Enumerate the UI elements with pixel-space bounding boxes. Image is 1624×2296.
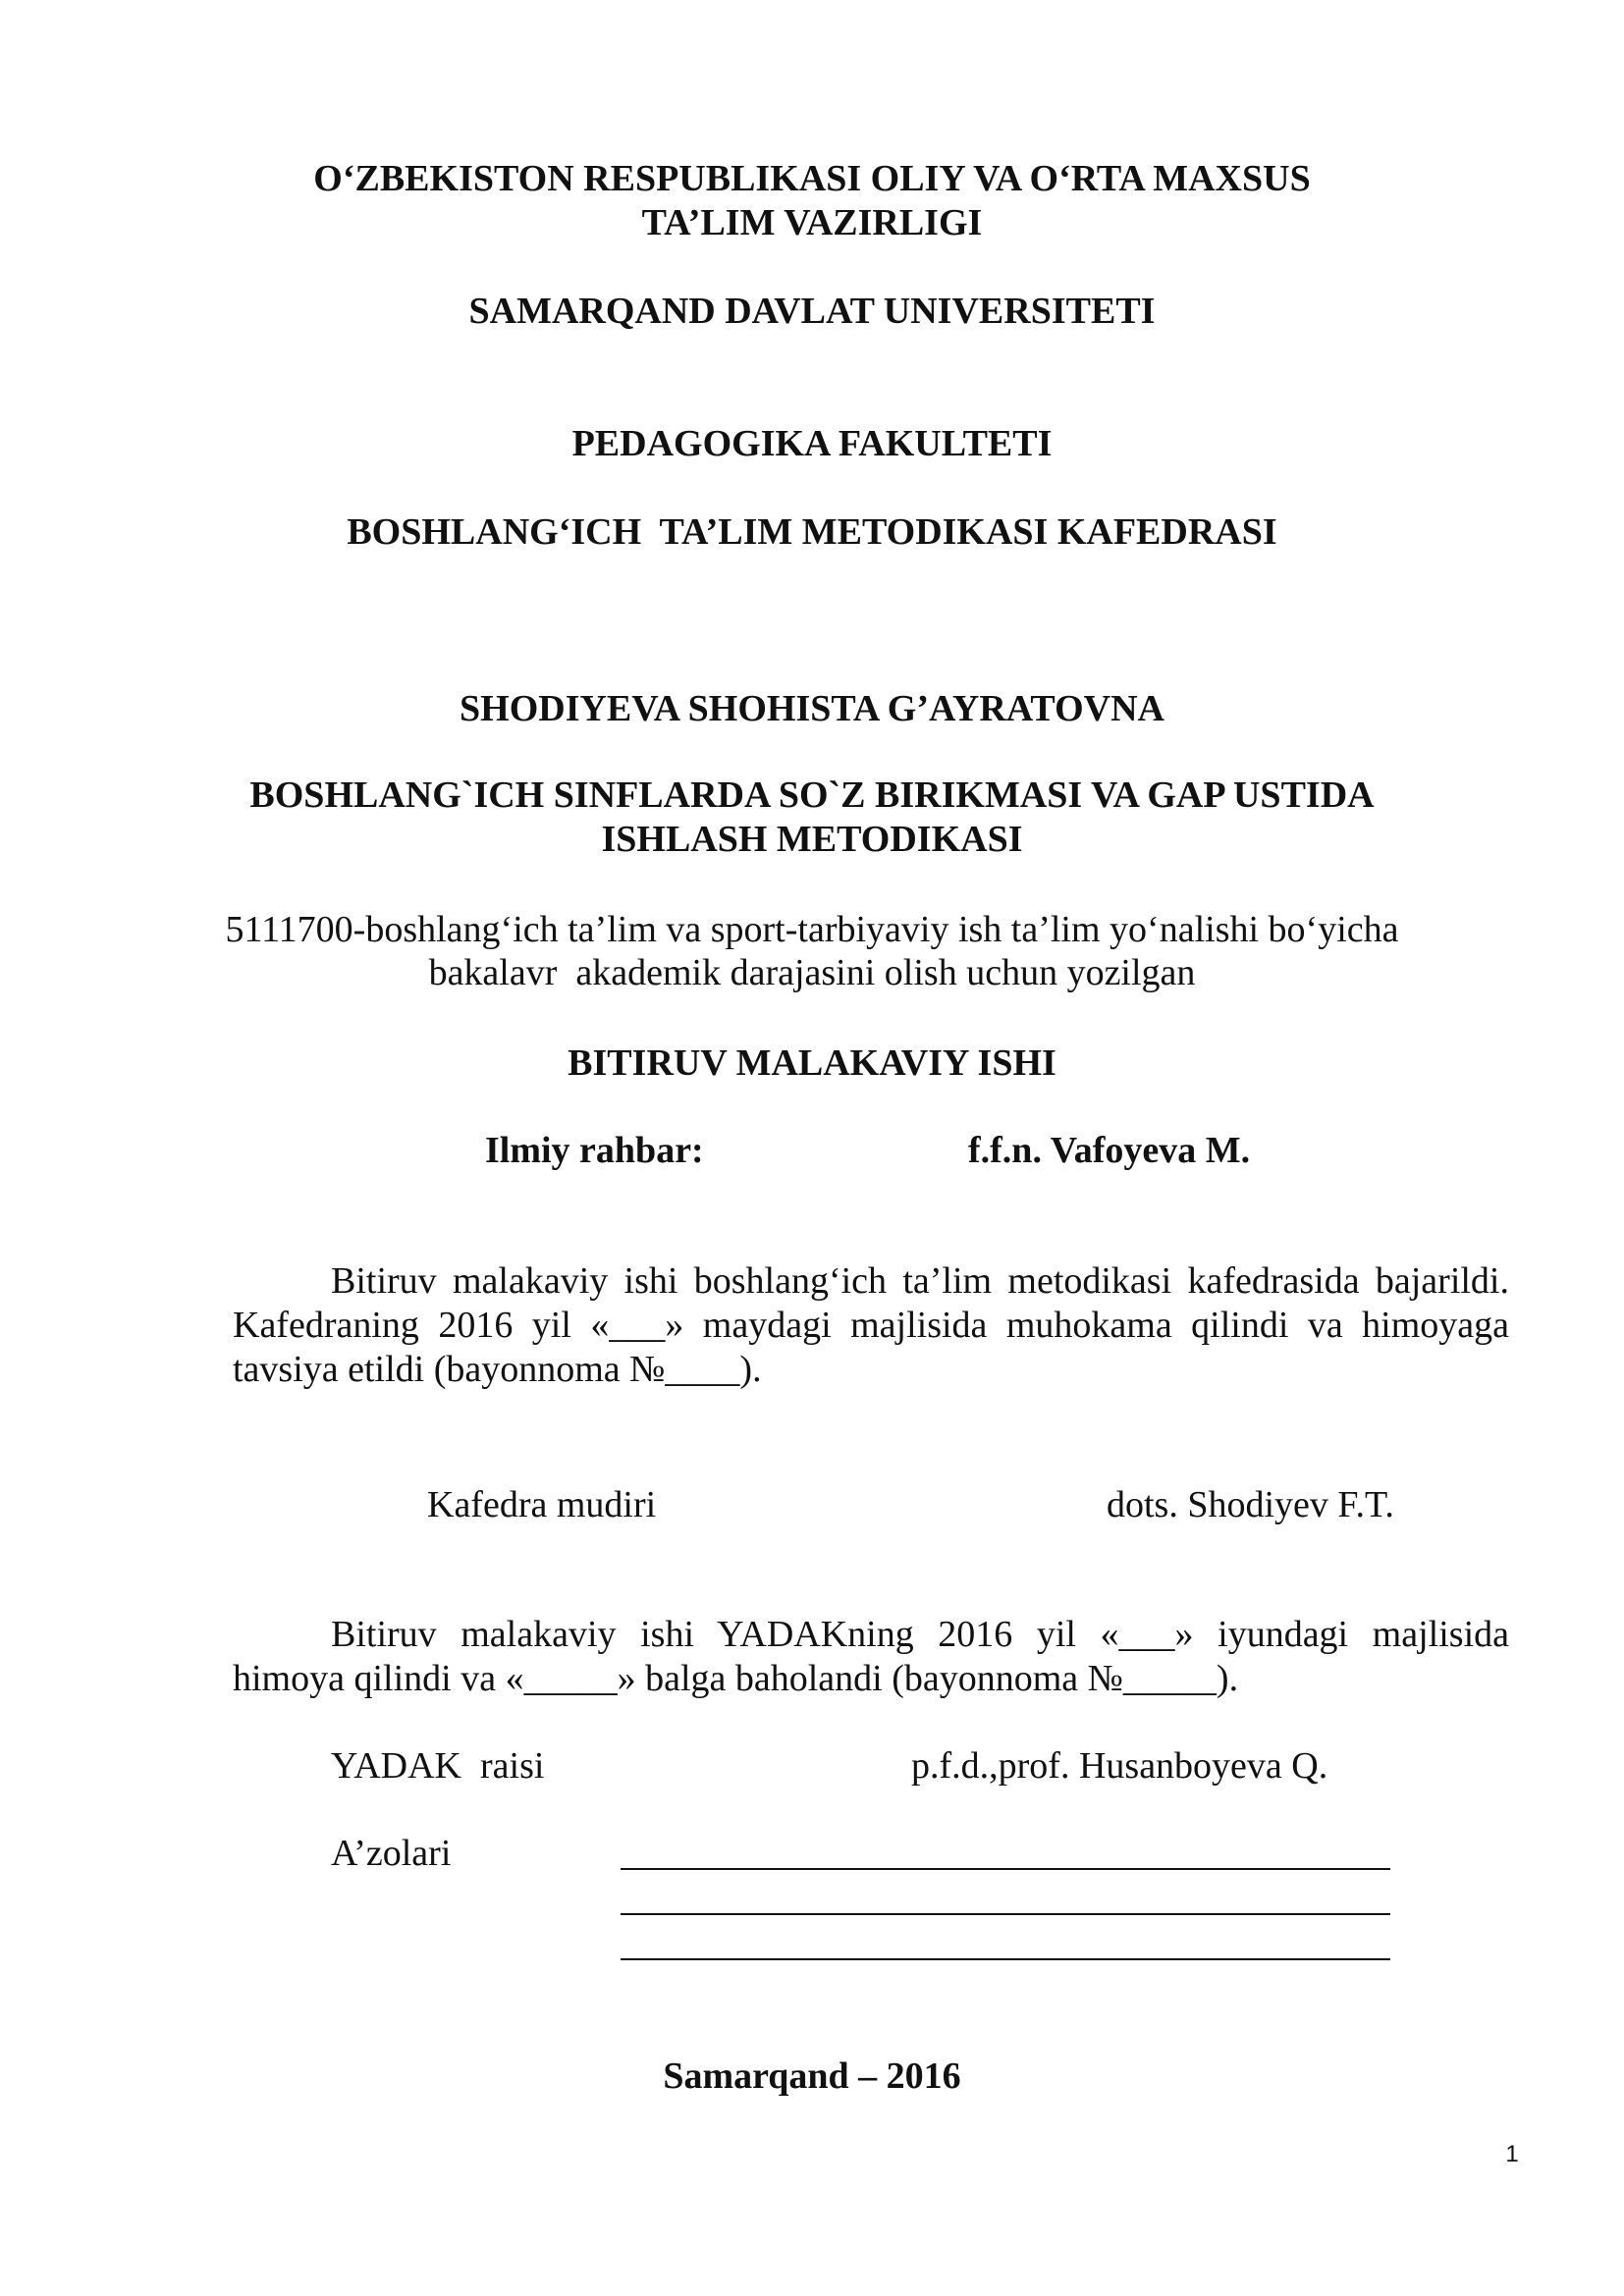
members-label: A’zolari (331, 1833, 452, 1874)
department-head-name: dots. Shodiyev F.T. (1107, 1484, 1394, 1525)
member-signature-line-1 (621, 1868, 1390, 1870)
page-number: 1 (1505, 2141, 1519, 2167)
work-type: BITIRUV MALAKAVIY ISHI (568, 1042, 1056, 1084)
commission-chair-name: p.f.d.,prof. Husanboyeva Q. (911, 1745, 1328, 1787)
specialty-line-1: 5111700-boshlang‘ich ta’lim va sport-tarbiyaviy ish ta’lim yo‘nalishi bo‘yicha (225, 909, 1399, 950)
ministry-line-2: TA’LIM VAZIRLIGI (641, 202, 983, 243)
department-approval-text (233, 1259, 1509, 1392)
university-name: SAMARQAND DAVLAT UNIVERSITETI (468, 291, 1156, 332)
approval-line-2: Kafedraning 2016 yil «___» maydagi majlisida muhokama qilindi va himoyaga (233, 1305, 1509, 1346)
department-name: BOSHLANG‘ICH TA’LIM METODIKASI KAFEDRASI (347, 511, 1277, 553)
member-signature-line-3 (621, 1958, 1390, 1960)
ministry-line-1: O‘ZBEKISTON RESPUBLIKASI OLIY VA O‘RTA MAXSUS (313, 158, 1311, 199)
defense-line-2: himoya qilindi va «_____» balga baholandi (bayonnoma №_____). (233, 1658, 1239, 1699)
supervisor-name: f.f.n. Vafoyeva M. (968, 1130, 1251, 1171)
specialty-line-2: bakalavr akademik darajasini olish uchun yozilgan (428, 952, 1196, 993)
member-signature-line-2 (621, 1913, 1390, 1915)
thesis-title-line-1: BOSHLANG`ICH SINFLARDA SO`Z BIRIKMASI VA GAP USTIDA (249, 774, 1375, 816)
commission-chair-label: YADAK raisi (331, 1745, 545, 1787)
thesis-title-line-2: ISHLASH METODIKASI (601, 819, 1023, 860)
defense-text (233, 1613, 1509, 1701)
defense-line-1: Bitiruv malakaviy ishi YADAKning 2016 yil «___» iyundagi majlisida (331, 1614, 1509, 1655)
approval-line-1: Bitiruv malakaviy ishi boshlang‘ich ta’lim metodikasi kafedrasida bajarildi. (331, 1260, 1509, 1302)
department-head-label: Kafedra mudiri (427, 1484, 657, 1525)
author-name: SHODIYEVA SHOHISTA G’AYRATOVNA (460, 688, 1164, 729)
place-and-year: Samarqand – 2016 (663, 2056, 961, 2097)
supervisor-label: Ilmiy rahbar: (485, 1130, 704, 1171)
approval-line-3: tavsiya etildi (bayonnoma №____). (233, 1349, 762, 1390)
faculty-name: PEDAGOGIKA FAKULTETI (571, 423, 1053, 464)
